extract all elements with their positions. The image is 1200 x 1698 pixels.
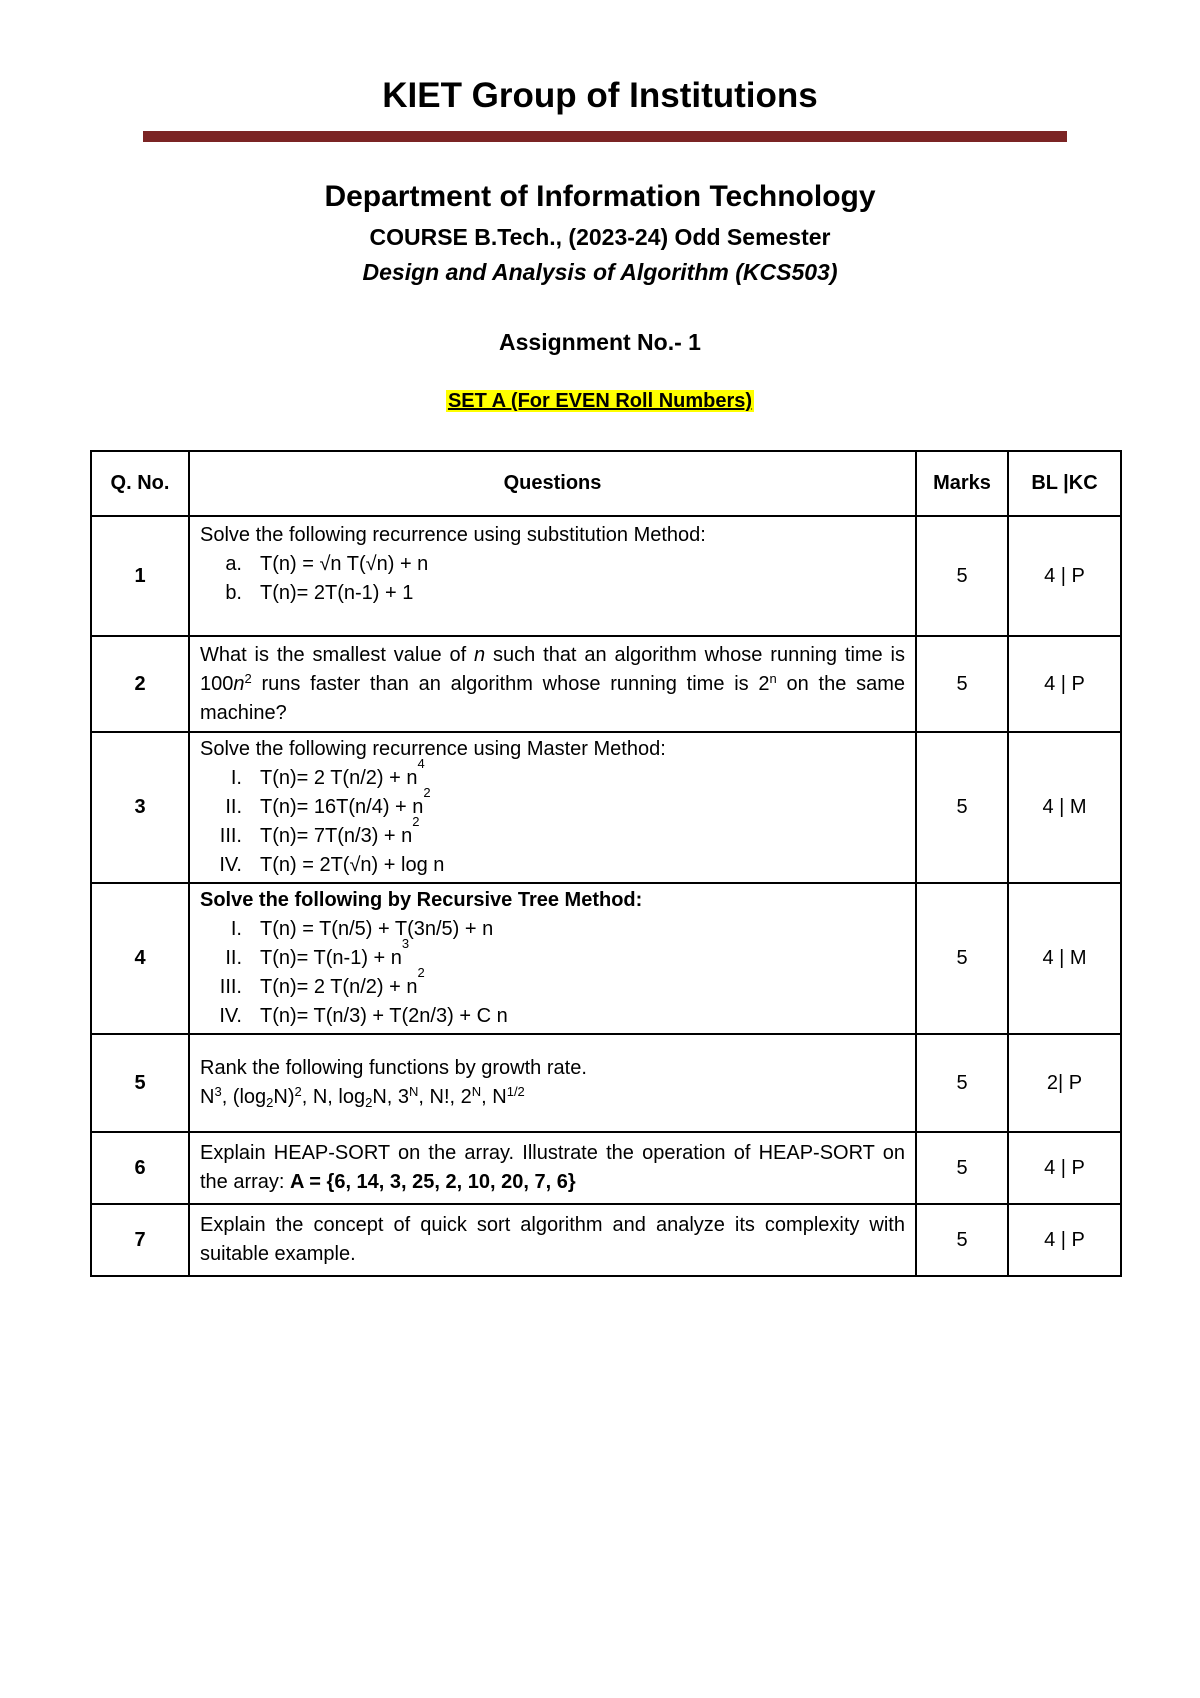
department-title: Department of Information Technology — [324, 180, 876, 213]
list-item — [200, 965, 905, 1002]
question-text — [189, 1132, 916, 1204]
table-row — [91, 1132, 1121, 1204]
question-text — [189, 636, 916, 732]
item-label: b. — [225, 582, 242, 604]
list-item — [200, 550, 905, 579]
q-text-part: What is the smallest value of — [200, 643, 475, 666]
item-superscript: 3 — [401, 936, 410, 951]
assignment-number: Assignment No.- 1 — [499, 329, 701, 355]
question-number: 3 — [91, 732, 189, 883]
bl-kc-cell: 4 | P — [1008, 1204, 1121, 1276]
item-text: T(n) = 2T(√n) + log n — [260, 854, 445, 876]
bl-kc-cell: 2| P — [1008, 1034, 1121, 1132]
header-qno: Q. No. — [91, 451, 189, 516]
marks-cell: 5 — [916, 516, 1008, 636]
header-marks: Marks — [916, 451, 1008, 516]
question-text — [189, 1034, 916, 1132]
item-label: II. — [225, 796, 242, 818]
item-label: a. — [225, 553, 242, 575]
func-part: , N — [481, 1086, 507, 1108]
func-part: N, 3 — [372, 1086, 410, 1108]
table-row — [91, 732, 1121, 883]
question-number: 6 — [91, 1132, 189, 1204]
table-row — [91, 1034, 1121, 1132]
question-text — [189, 516, 916, 636]
question-intro: Rank the following functions by growth rate. — [200, 1057, 587, 1079]
marks-cell: 5 — [916, 883, 1008, 1034]
item-superscript: 4 — [417, 756, 425, 771]
marks-cell: 5 — [916, 636, 1008, 732]
item-label: III. — [219, 976, 242, 998]
q-text-part: runs faster than an algorithm whose running time is 2 — [251, 672, 770, 695]
header-questions: Questions — [189, 451, 916, 516]
list-item — [200, 915, 905, 944]
table-row — [91, 1204, 1121, 1276]
func-part: , N!, 2 — [418, 1086, 472, 1108]
list-item — [200, 851, 905, 880]
table-header-row — [91, 451, 1121, 516]
array-values: A = {6, 14, 3, 25, 2, 10, 20, 7, 6} — [290, 1171, 576, 1193]
func-sup: 3 — [214, 1084, 222, 1099]
q-variable: n — [474, 643, 486, 666]
func-part: N) — [273, 1086, 295, 1108]
item-label: I. — [230, 918, 242, 940]
table-row — [91, 636, 1121, 732]
question-number: 7 — [91, 1204, 189, 1276]
list-item — [200, 579, 905, 608]
list-item — [200, 785, 905, 822]
question-number: 1 — [91, 516, 189, 636]
q-text-part: on the same machine? — [200, 672, 905, 724]
marks-cell: 5 — [916, 1034, 1008, 1132]
header-bl-kc: BL |KC — [1008, 451, 1121, 516]
func-part: N — [200, 1086, 215, 1108]
bl-kc-cell: 4 | P — [1008, 516, 1121, 636]
bl-kc-cell: 4 | P — [1008, 636, 1121, 732]
item-text: T(n)= T(n-1) + n — [260, 947, 402, 969]
func-part: , N, log — [301, 1086, 366, 1108]
func-sup: 2 — [294, 1084, 302, 1099]
table-row — [91, 883, 1121, 1034]
set-label: SET A (For EVEN Roll Numbers) — [447, 390, 753, 412]
func-sup: 1/2 — [506, 1084, 525, 1099]
item-superscript: 2 — [423, 785, 431, 800]
item-superscript: 2 — [417, 965, 425, 980]
question-number: 5 — [91, 1034, 189, 1132]
item-label: II. — [225, 947, 242, 969]
question-text — [189, 883, 916, 1034]
function-list — [200, 1083, 905, 1112]
marks-cell: 5 — [916, 1204, 1008, 1276]
question-text: Explain the concept of quick sort algorithm and analyze its complexity with suitable example. — [189, 1204, 916, 1276]
institution-title: KIET Group of Institutions — [382, 76, 818, 115]
q-superscript: 2 — [244, 670, 252, 686]
item-text: T(n)= 2 T(n/2) + n — [260, 767, 418, 789]
func-part: , (log — [221, 1086, 267, 1108]
question-intro: Solve the following recurrence using substitution Method: — [200, 524, 706, 546]
bl-kc-cell: 4 | M — [1008, 732, 1121, 883]
q-text-part: such that an algorithm whose running time is 100 — [200, 643, 905, 695]
item-text: T(n) = √n T(√n) + n — [260, 553, 429, 575]
item-label: IV. — [219, 854, 242, 876]
course-line: COURSE B.Tech., (2023-24) Odd Semester — [369, 224, 831, 250]
list-item — [200, 756, 905, 793]
q-superscript: n — [769, 670, 777, 686]
item-text: T(n)= T(n/3) + T(2n/3) + C n — [260, 1005, 508, 1027]
question-number: 2 — [91, 636, 189, 732]
question-intro: Solve the following by Recursive Tree Method: — [200, 889, 643, 911]
item-label: I. — [230, 767, 242, 789]
bl-kc-cell: 4 | M — [1008, 883, 1121, 1034]
func-sub: 2 — [365, 1095, 373, 1110]
questions-table — [90, 450, 1122, 1277]
list-item — [200, 1002, 905, 1031]
func-sup: N — [409, 1084, 419, 1099]
question-text — [189, 732, 916, 883]
item-text: T(n)= 2T(n-1) + 1 — [260, 582, 414, 604]
table-row — [91, 516, 1121, 636]
item-label: III. — [219, 825, 242, 847]
list-item — [200, 936, 905, 973]
question-number: 4 — [91, 883, 189, 1034]
item-text: T(n) = T(n/5) + T(3n/5) + n — [260, 918, 494, 940]
item-superscript: 2 — [412, 814, 420, 829]
item-label: IV. — [219, 1005, 242, 1027]
func-sup: N — [471, 1084, 482, 1099]
q-variable: n — [233, 672, 245, 695]
bl-kc-cell: 4 | P — [1008, 1132, 1121, 1204]
subject-line: Design and Analysis of Algorithm (KCS503) — [362, 259, 838, 285]
func-sub: 2 — [266, 1095, 274, 1110]
header-divider — [143, 131, 1067, 142]
item-text: T(n)= 7T(n/3) + n — [260, 825, 413, 847]
item-text: T(n)= 2 T(n/2) + n — [260, 976, 418, 998]
marks-cell: 5 — [916, 1132, 1008, 1204]
question-intro: Solve the following recurrence using Master Method: — [200, 738, 666, 760]
set-label-line — [0, 390, 1200, 413]
marks-cell: 5 — [916, 732, 1008, 883]
item-text: T(n)= 16T(n/4) + n — [260, 796, 424, 818]
q-text-part: Explain HEAP-SORT on the array. Illustrate the operation of HEAP-SORT on the array: — [200, 1142, 905, 1193]
list-item — [200, 814, 905, 851]
